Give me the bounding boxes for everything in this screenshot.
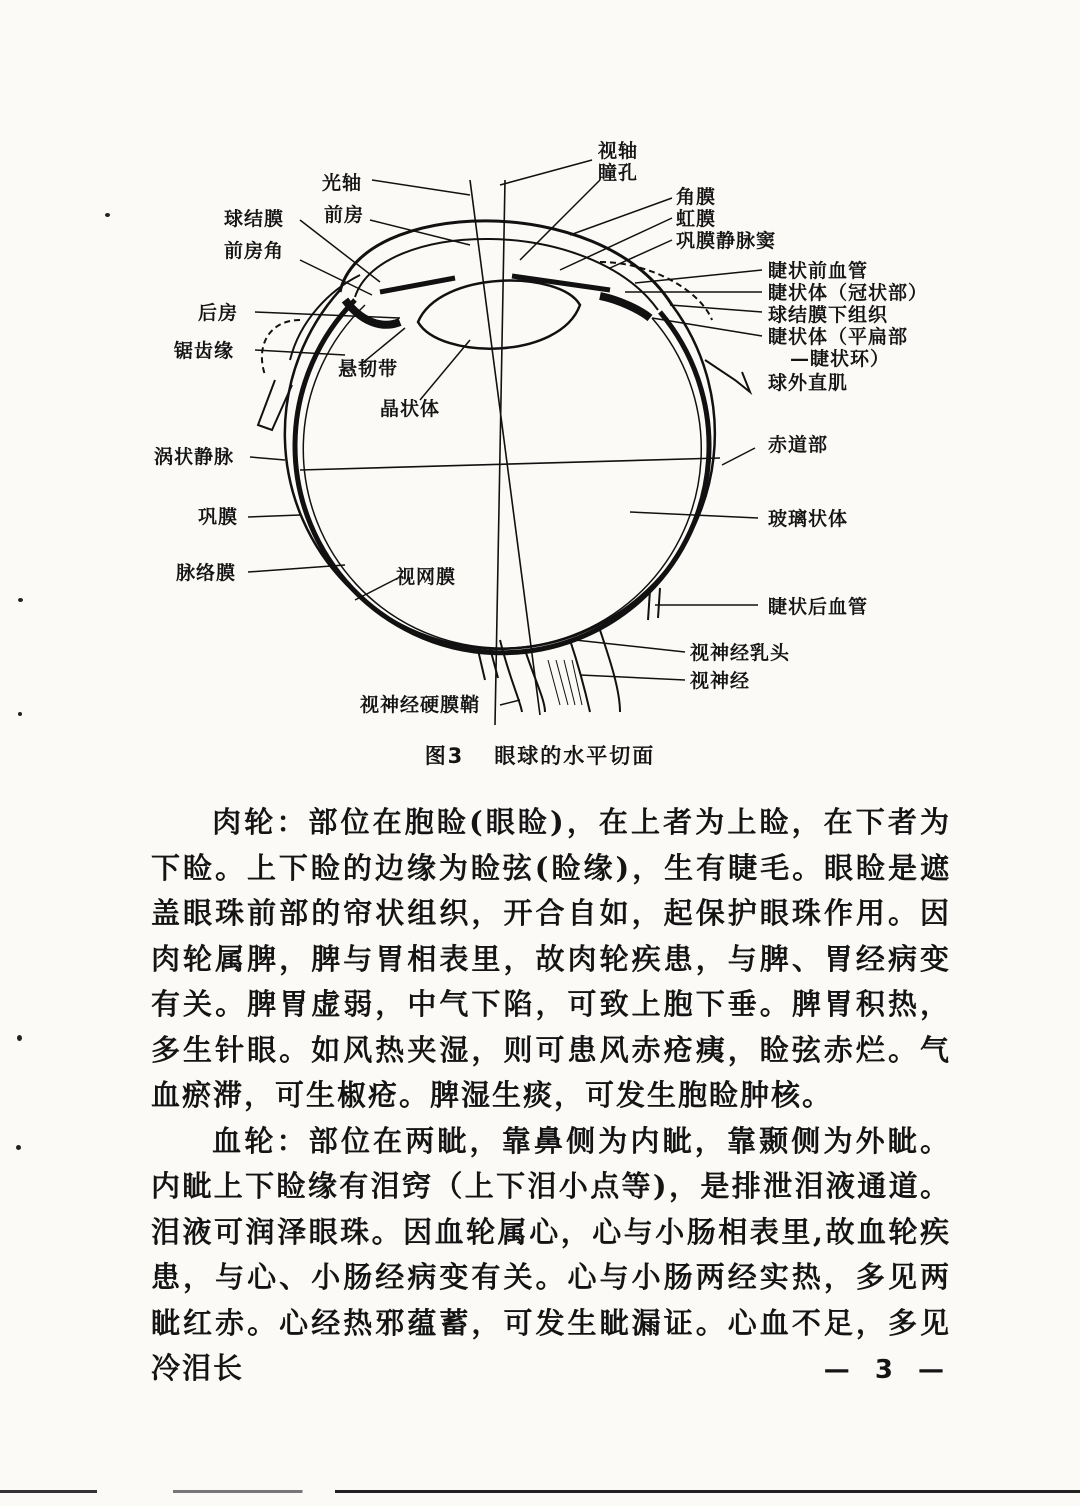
equator-line (300, 458, 720, 470)
label-optic-disc: 视神经乳头 (690, 642, 791, 664)
optic-nerve-fibers (548, 660, 582, 705)
label-zonule: 悬韧带 (338, 358, 399, 380)
eye-diagram (0, 0, 1080, 730)
label-pupil: 瞳孔 (598, 162, 639, 184)
paragraph-text: 肉轮：部位在胞睑(眼睑)，在上者为上睑，在下者为下睑。上下睑的边缘为睑弦(睑缘)，生有睫毛。眼睑是遮盖眼珠前部的帘状组织，开合自如，起保护眼珠作用。因肉轮属脾，脾与胃相表里，故肉轮疾患，与脾、胃经病变有关。脾胃虚弱，中气下陷，可致上胞下垂。脾胃积热，多生针眼。如风热夹湿，则可患风赤疮痍，睑弦赤烂。气血瘀滞，可生椒疮。脾湿生痰，可发生胞睑肿核。 (151, 805, 951, 1112)
label-choroid: 脉络膜 (176, 562, 237, 584)
leader-equator (722, 448, 755, 465)
label-scleral-venous-sinus: 巩膜静脉窦 (676, 230, 777, 252)
iris-right (512, 276, 610, 290)
scan-speck (16, 1145, 21, 1150)
rectus-muscle-right (705, 360, 750, 392)
label-lens: 晶状体 (380, 398, 441, 420)
caption-number: 图3 (424, 744, 465, 768)
label-ora-serrata: 锯齿缘 (174, 340, 235, 362)
label-ciliary-body-corona: 睫状体（冠状部） (768, 282, 929, 304)
label-ciliary-body-plana-2: —睫状环） (790, 348, 891, 370)
leader-nerve-sheath (500, 700, 520, 705)
label-optic-axis: 光轴 (322, 172, 363, 194)
scan-bottom-edge (0, 1490, 1080, 1493)
posterior-ciliary-vessels (648, 588, 660, 620)
figure-caption (0, 740, 1080, 770)
label-anterior-chamber: 前房 (324, 204, 365, 226)
conjunctiva-left (290, 275, 360, 360)
scan-speck (18, 598, 23, 602)
paragraph-blood-wheel (151, 1119, 951, 1392)
label-posterior-ciliary-vessels: 睫状后血管 (768, 596, 869, 618)
label-posterior-chamber: 后房 (198, 302, 239, 324)
leader-visual-axis (500, 160, 592, 185)
label-sclera: 巩膜 (198, 506, 239, 528)
leader-sclera (248, 515, 300, 517)
paragraph-flesh-wheel (151, 800, 951, 1119)
leader-optic-nerve (580, 675, 685, 680)
label-rectus-muscle: 球外直肌 (768, 372, 849, 394)
label-optic-nerve-sheath: 视神经硬膜鞘 (360, 694, 481, 716)
lens-shape (418, 281, 580, 349)
label-anterior-ciliary-vessels: 睫状前血管 (768, 260, 869, 282)
page-number: — 3 — (823, 1355, 952, 1385)
leader-choroid (248, 565, 345, 572)
iris-left (380, 278, 455, 292)
leader-subconjunctival (670, 305, 762, 312)
label-optic-nerve: 视神经 (690, 670, 751, 692)
scan-speck (17, 1035, 22, 1041)
leader-optic-axis (372, 180, 470, 195)
body-text (151, 800, 951, 1392)
conjunctiva-right (600, 262, 712, 320)
label-vortex-vein: 涡状静脉 (154, 446, 235, 468)
ciliary-body-right (600, 296, 650, 318)
label-bulbar-conjunctiva: 球结膜 (224, 208, 285, 230)
label-vitreous: 玻璃状体 (768, 508, 849, 530)
leader-optic-disc (575, 640, 685, 652)
label-visual-axis: 视轴 (598, 140, 639, 162)
paragraph-text: 血轮：部位在两眦，靠鼻侧为内眦，靠颞侧为外眦。内眦上下睑缘有泪窍（上下泪小点等)，是排泄泪液通道。泪液可润泽眼珠。因血轮属心，心与小肠相表里,故血轮疾患，与心、小肠经病变有关。心与小肠两经实热，多见两眦红赤。心经热邪蕴蓄，可发生眦漏证。心血不足，多见冷泪长 (151, 1123, 951, 1385)
label-retina: 视网膜 (396, 566, 457, 588)
label-ciliary-body-plana-1: 睫状体（平扁部 (768, 326, 909, 348)
leader-cornea (570, 198, 672, 235)
leader-lens (420, 340, 470, 400)
leader-posterior-chamber (255, 312, 400, 318)
leader-vortex-vein (250, 457, 285, 460)
label-subconjunctival-tissue: 球结膜下组织 (768, 304, 889, 326)
label-equator: 赤道部 (768, 434, 829, 456)
optic-nerve-sheath-right (600, 630, 620, 712)
label-anterior-chamber-angle: 前房角 (224, 240, 285, 262)
caption-title: 眼球的水平切面 (494, 744, 656, 768)
label-cornea: 角膜 (676, 186, 717, 208)
leader-ciliary-plana (652, 318, 762, 336)
scan-speck (105, 213, 110, 217)
optic-axis-line (470, 180, 540, 715)
label-iris: 虹膜 (676, 208, 717, 230)
scan-speck (18, 712, 22, 716)
